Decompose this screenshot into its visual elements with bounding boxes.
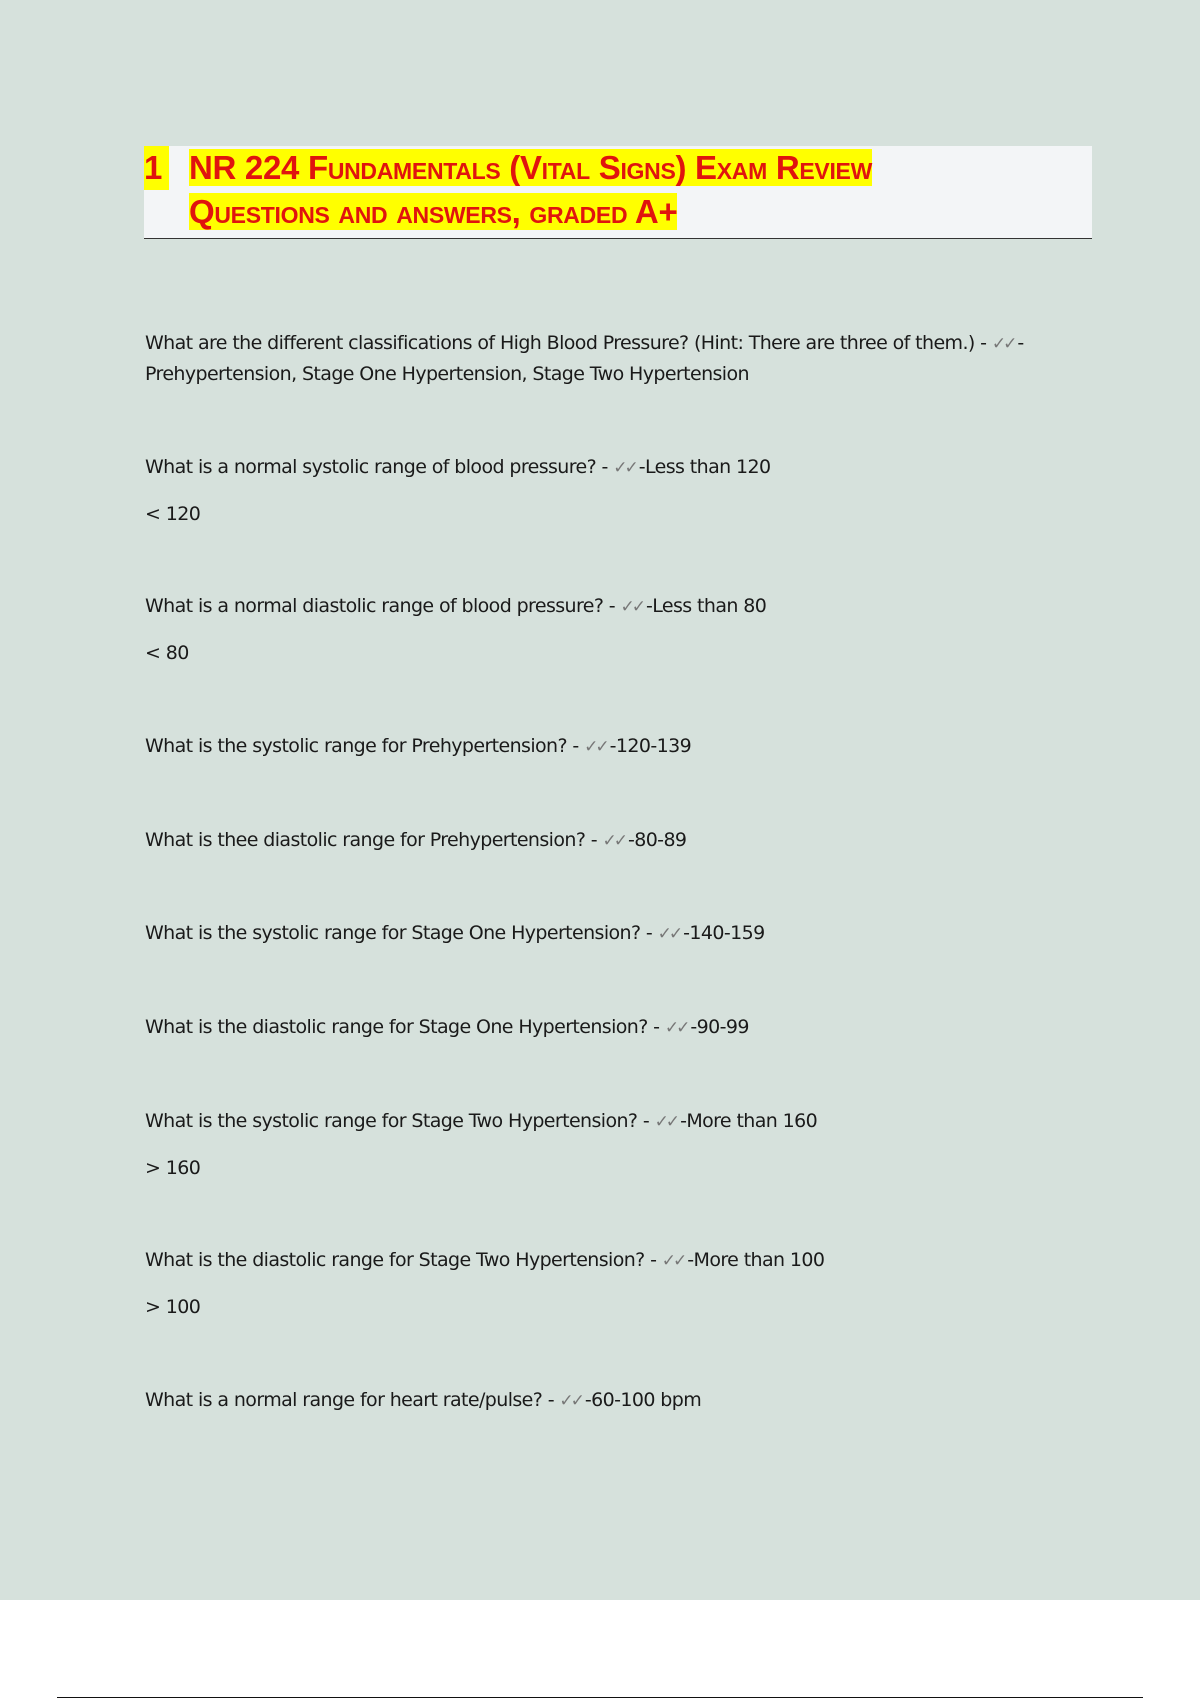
double-check-icon: ✓✓ (602, 831, 625, 851)
question-text: What is the systolic range for Prehypertension? - ✓✓ -120-139 (145, 735, 692, 757)
answer-text: -Less than 120 (638, 456, 771, 478)
answer-text: -More than 160 (680, 1110, 818, 1132)
footer-divider (57, 1697, 1143, 1698)
double-check-icon: ✓✓ (613, 458, 636, 478)
qa-item (145, 1012, 1065, 1043)
question-text: What is a normal systolic range of blood pressure? - ✓✓ -Less than 120 (145, 456, 771, 478)
qa-item (145, 918, 1065, 949)
title-heading (189, 146, 1069, 234)
answer-detail: < 120 (145, 503, 201, 525)
answer-text: -120-139 (609, 735, 692, 757)
qa-item (145, 1106, 1065, 1183)
qa-item (145, 591, 1065, 668)
answer-text: -80-89 (627, 829, 687, 851)
qa-item (145, 452, 1065, 529)
title-line-1: NR 224 Fundamentals (Vital Signs) Exam Review (189, 149, 872, 186)
question-text: What is the diastolic range for Stage One Hypertension? - ✓✓ -90-99 (145, 1016, 749, 1038)
qa-item (145, 1245, 1065, 1322)
answer-detail: > 160 (145, 1157, 201, 1179)
question-text: What is the systolic range for Stage Two Hypertension? - ✓✓ -More than 160 (145, 1110, 818, 1132)
question-text: What is a normal range for heart rate/pulse? - ✓✓ -60-100 bpm (145, 1389, 702, 1411)
question-text: What is the systolic range for Stage One Hypertension? - ✓✓ -140-159 (145, 922, 765, 944)
question-text: What are the different classifications of High Blood Pressure? (Hint: There are three of them.) - ✓✓ -Prehypertension, Stage One Hypertension, Stage Two Hypertension (145, 332, 1024, 385)
answer-text: -140-159 (683, 922, 765, 944)
double-check-icon: ✓✓ (654, 1112, 678, 1132)
document-title (144, 146, 1092, 239)
answer-text: -60-100 bpm (584, 1389, 702, 1411)
question-text: What is thee diastolic range for Prehypertension? - ✓✓ -80-89 (145, 829, 687, 851)
answer-detail: > 100 (145, 1296, 201, 1318)
qa-item (145, 1385, 1065, 1416)
answer-text: -Less than 80 (646, 595, 767, 617)
double-check-icon: ✓✓ (657, 924, 681, 944)
double-check-icon: ✓✓ (661, 1251, 685, 1271)
qa-item (145, 825, 1065, 856)
title-number: 1 (144, 146, 169, 190)
answer-text: -More than 100 (687, 1249, 825, 1271)
double-check-icon: ✓✓ (584, 737, 607, 757)
answer-text: -90-99 (690, 1016, 749, 1038)
double-check-icon: ✓✓ (664, 1018, 688, 1038)
question-text: What is the diastolic range for Stage Two Hypertension? - ✓✓ -More than 100 (145, 1249, 825, 1271)
double-check-icon: ✓✓ (991, 334, 1015, 354)
double-check-icon: ✓✓ (620, 597, 643, 617)
double-check-icon: ✓✓ (559, 1391, 582, 1411)
qa-item (145, 328, 1065, 389)
answer-text: -Prehypertension, Stage One Hypertension, Stage Two Hypertension (145, 332, 1024, 385)
answer-detail: < 80 (145, 642, 189, 664)
question-text: What is a normal diastolic range of blood pressure? - ✓✓ -Less than 80 (145, 595, 767, 617)
qa-item (145, 731, 1065, 762)
title-line-2: Questions and answers, graded A+ (189, 193, 678, 230)
